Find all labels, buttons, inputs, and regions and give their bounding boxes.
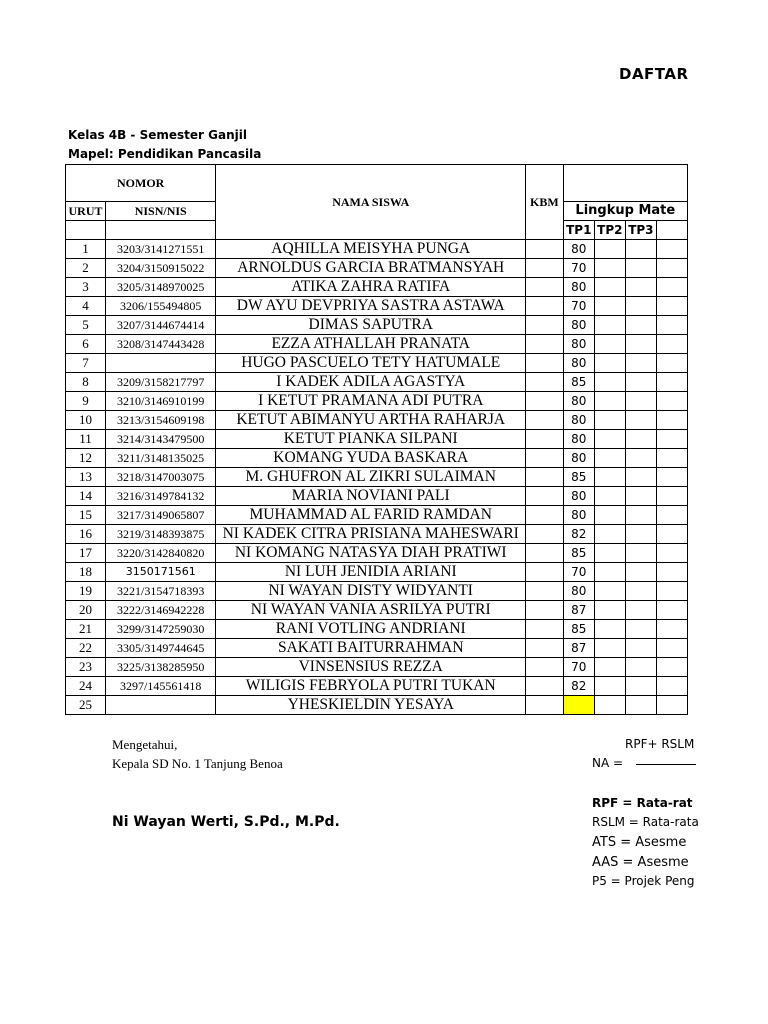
kbm-cell[interactable] (526, 601, 563, 620)
header-blank-cell (106, 221, 216, 240)
nisn-cell[interactable]: 3207/3144674414 (106, 316, 216, 335)
nama-siswa-cell[interactable]: M. GHUFRON AL ZIKRI SULAIMAN (216, 468, 526, 487)
tp4-cell[interactable] (657, 259, 688, 278)
table-row (66, 354, 688, 373)
tp2-cell[interactable] (595, 601, 626, 620)
kbm-cell[interactable] (526, 335, 563, 354)
header-tp4 (657, 221, 688, 240)
header-tp3: TP3 (625, 221, 656, 240)
table-row (66, 259, 688, 278)
table-row (66, 468, 688, 487)
tp1-cell[interactable]: 80 (563, 430, 594, 449)
tp4-cell[interactable] (657, 411, 688, 430)
kbm-cell[interactable] (526, 506, 563, 525)
kbm-cell[interactable] (526, 563, 563, 582)
tp1-cell[interactable]: 82 (563, 525, 594, 544)
nama-siswa-cell[interactable]: KETUT PIANKA SILPANI (216, 430, 526, 449)
nama-siswa-cell[interactable]: KOMANG YUDA BASKARA (216, 449, 526, 468)
tp2-cell[interactable] (595, 620, 626, 639)
kbm-cell[interactable] (526, 392, 563, 411)
tp2-cell[interactable] (595, 487, 626, 506)
legend-p5: P5 = Projek Peng (592, 874, 695, 888)
tp1-cell[interactable]: 80 (563, 411, 594, 430)
subject-label: Mapel: Pendidikan Pancasila (68, 147, 262, 161)
nama-siswa-cell[interactable]: EZZA ATHALLAH PRANATA (216, 335, 526, 354)
nisn-cell[interactable]: 3220/3142840820 (106, 544, 216, 563)
tp4-cell[interactable] (657, 373, 688, 392)
tp4-cell[interactable] (657, 487, 688, 506)
tp1-cell[interactable]: 80 (563, 354, 594, 373)
kbm-cell[interactable] (526, 487, 563, 506)
nisn-cell[interactable]: 3208/3147443428 (106, 335, 216, 354)
tp1-cell[interactable]: 80 (563, 392, 594, 411)
nama-siswa-cell[interactable]: I KETUT PRAMANA ADI PUTRA (216, 392, 526, 411)
tp4-cell[interactable] (657, 468, 688, 487)
header-tp2: TP2 (595, 221, 626, 240)
kbm-cell[interactable] (526, 639, 563, 658)
tp3-cell[interactable] (625, 468, 656, 487)
kbm-cell[interactable] (526, 278, 563, 297)
table-row (66, 297, 688, 316)
nama-siswa-cell[interactable]: SAKATI BAITURRAHMAN (216, 639, 526, 658)
legend-rpf: RPF = Rata-rat (592, 796, 693, 810)
urut-cell[interactable]: 6 (66, 335, 106, 354)
kbm-cell[interactable] (526, 430, 563, 449)
tp2-cell[interactable] (595, 563, 626, 582)
tp2-cell[interactable] (595, 449, 626, 468)
tp4-cell[interactable] (657, 582, 688, 601)
class-semester-label: Kelas 4B - Semester Ganjil (68, 128, 247, 142)
urut-cell[interactable]: 16 (66, 525, 106, 544)
tp1-cell[interactable]: 80 (563, 506, 594, 525)
table-row (66, 316, 688, 335)
kbm-cell[interactable] (526, 316, 563, 335)
nisn-cell[interactable]: 3225/3138285950 (106, 658, 216, 677)
header-nomor: NOMOR (66, 165, 216, 202)
table-row (66, 563, 688, 582)
nisn-cell[interactable]: 3150171561 (106, 563, 216, 582)
tp3-cell[interactable] (625, 506, 656, 525)
tp1-cell[interactable]: 70 (563, 563, 594, 582)
tp3-cell[interactable] (625, 354, 656, 373)
kbm-cell[interactable] (526, 297, 563, 316)
table-row (66, 240, 688, 259)
tp2-cell[interactable] (595, 335, 626, 354)
kbm-cell[interactable] (526, 582, 563, 601)
tp4-cell[interactable] (657, 620, 688, 639)
tp4-cell[interactable] (657, 335, 688, 354)
legend-rslm: RSLM = Rata-rata (592, 815, 699, 829)
urut-cell[interactable]: 4 (66, 297, 106, 316)
tp1-cell[interactable]: 80 (563, 487, 594, 506)
urut-cell[interactable]: 1 (66, 240, 106, 259)
document-title: DAFTAR (619, 65, 689, 83)
urut-cell[interactable]: 3 (66, 278, 106, 297)
kbm-cell[interactable] (526, 544, 563, 563)
nama-siswa-cell[interactable]: WILIGIS FEBRYOLA PUTRI TUKAN (216, 677, 526, 696)
kepala-sekolah-name: Ni Wayan Werti, S.Pd., M.Pd. (112, 814, 340, 830)
tp2-cell[interactable] (595, 259, 626, 278)
header-tp1: TP1 (563, 221, 594, 240)
table-row (66, 430, 688, 449)
urut-cell[interactable]: 23 (66, 658, 106, 677)
urut-cell[interactable]: 7 (66, 354, 106, 373)
table-row (66, 278, 688, 297)
tp3-cell[interactable] (625, 658, 656, 677)
nama-siswa-cell[interactable]: NI WAYAN VANIA ASRILYA PUTRI (216, 601, 526, 620)
tp3-cell[interactable] (625, 582, 656, 601)
tp1-cell[interactable]: 80 (563, 582, 594, 601)
table-row (66, 620, 688, 639)
urut-cell[interactable]: 10 (66, 411, 106, 430)
na-fraction-line (636, 764, 696, 765)
tp4-cell[interactable] (657, 601, 688, 620)
tp4-cell[interactable] (657, 297, 688, 316)
tp4-cell[interactable] (657, 316, 688, 335)
header-blank-cell (66, 221, 106, 240)
header-row-1 (66, 165, 688, 202)
tp2-cell[interactable] (595, 278, 626, 297)
nisn-cell[interactable]: 3299/3147259030 (106, 620, 216, 639)
tp3-cell[interactable] (625, 639, 656, 658)
tp1-cell[interactable]: 85 (563, 620, 594, 639)
tp3-cell[interactable] (625, 430, 656, 449)
student-grade-table (65, 164, 688, 715)
nisn-cell[interactable] (106, 354, 216, 373)
nisn-cell[interactable]: 3213/3154609198 (106, 411, 216, 430)
tp1-cell[interactable]: 80 (563, 316, 594, 335)
tp4-cell[interactable] (657, 392, 688, 411)
nisn-cell[interactable]: 3297/145561418 (106, 677, 216, 696)
tp4-cell[interactable] (657, 658, 688, 677)
tp1-cell[interactable]: 70 (563, 259, 594, 278)
kbm-cell[interactable] (526, 620, 563, 639)
nisn-cell[interactable]: 3211/3148135025 (106, 449, 216, 468)
tp4-cell[interactable] (657, 449, 688, 468)
nama-siswa-cell[interactable]: MUHAMMAD AL FARID RAMDAN (216, 506, 526, 525)
header-lingkup-materi: Lingkup Mate (563, 202, 687, 221)
nama-siswa-cell[interactable]: NI LUH JENIDIA ARIANI (216, 563, 526, 582)
tp3-cell[interactable] (625, 601, 656, 620)
kbm-cell[interactable] (526, 468, 563, 487)
urut-cell[interactable]: 20 (66, 601, 106, 620)
nama-siswa-cell[interactable]: VINSENSIUS REZZA (216, 658, 526, 677)
nama-siswa-cell[interactable]: DW AYU DEVPRIYA SASTRA ASTAWA (216, 297, 526, 316)
header-urut: URUT (66, 202, 106, 221)
nisn-cell[interactable]: 3218/3147003075 (106, 468, 216, 487)
header-nama-siswa: NAMA SISWA (216, 165, 526, 240)
nisn-cell[interactable]: 3210/3146910199 (106, 392, 216, 411)
tp3-cell[interactable] (625, 335, 656, 354)
nisn-cell[interactable]: 3216/3149784132 (106, 487, 216, 506)
nama-siswa-cell[interactable]: ATIKA ZAHRA RATIFA (216, 278, 526, 297)
nisn-cell[interactable]: 3204/3150915022 (106, 259, 216, 278)
tp4-cell[interactable] (657, 677, 688, 696)
nama-siswa-cell[interactable]: NI WAYAN DISTY WIDYANTI (216, 582, 526, 601)
table-row (66, 658, 688, 677)
tp4-cell[interactable] (657, 544, 688, 563)
tp2-cell[interactable] (595, 430, 626, 449)
tp3-cell[interactable] (625, 449, 656, 468)
urut-cell[interactable]: 21 (66, 620, 106, 639)
nisn-cell[interactable]: 3222/3146942228 (106, 601, 216, 620)
nisn-cell[interactable]: 3305/3149744645 (106, 639, 216, 658)
table-row (66, 373, 688, 392)
urut-cell[interactable]: 9 (66, 392, 106, 411)
tp2-cell[interactable] (595, 240, 626, 259)
tp2-cell[interactable] (595, 696, 626, 715)
tp3-cell[interactable] (625, 373, 656, 392)
tp3-cell[interactable] (625, 392, 656, 411)
nisn-cell[interactable]: 3221/3154718393 (106, 582, 216, 601)
tp3-cell[interactable] (625, 620, 656, 639)
table-row (66, 582, 688, 601)
tp1-cell[interactable]: 85 (563, 468, 594, 487)
urut-cell[interactable]: 14 (66, 487, 106, 506)
tp2-cell[interactable] (595, 354, 626, 373)
na-label: NA = (592, 756, 624, 770)
tp2-cell[interactable] (595, 411, 626, 430)
nama-siswa-cell[interactable]: NI KADEK CITRA PRISIANA MAHESWARI (216, 525, 526, 544)
kbm-cell[interactable] (526, 525, 563, 544)
tp2-cell[interactable] (595, 639, 626, 658)
tp4-cell[interactable] (657, 430, 688, 449)
tp3-cell[interactable] (625, 240, 656, 259)
urut-cell[interactable]: 24 (66, 677, 106, 696)
tp1-cell[interactable]: 80 (563, 278, 594, 297)
tp1-cell[interactable]: 80 (563, 335, 594, 354)
tp1-cell[interactable]: 85 (563, 544, 594, 563)
tp3-cell[interactable] (625, 544, 656, 563)
nama-siswa-cell[interactable]: HUGO PASCUELO TETY HATUMALE (216, 354, 526, 373)
kbm-cell[interactable] (526, 411, 563, 430)
kbm-cell[interactable] (526, 696, 563, 715)
legend-ats: ATS = Asesme (592, 835, 687, 850)
tp3-cell[interactable] (625, 487, 656, 506)
urut-cell[interactable]: 12 (66, 449, 106, 468)
urut-cell[interactable]: 8 (66, 373, 106, 392)
kbm-cell[interactable] (526, 658, 563, 677)
legend-aas: AAS = Asesme (592, 855, 689, 870)
tp1-cell[interactable]: 87 (563, 639, 594, 658)
table-row (66, 411, 688, 430)
urut-cell[interactable]: 5 (66, 316, 106, 335)
nama-siswa-cell[interactable]: ARNOLDUS GARCIA BRATMANSYAH (216, 259, 526, 278)
table-row (66, 392, 688, 411)
header-nisn: NISN/NIS (106, 202, 216, 221)
tp2-cell[interactable] (595, 506, 626, 525)
tp2-cell[interactable] (595, 373, 626, 392)
urut-cell[interactable]: 22 (66, 639, 106, 658)
table-row (66, 487, 688, 506)
urut-cell[interactable]: 15 (66, 506, 106, 525)
tp2-cell[interactable] (595, 658, 626, 677)
urut-cell[interactable]: 13 (66, 468, 106, 487)
nisn-cell[interactable]: 3214/3143479500 (106, 430, 216, 449)
tp1-cell[interactable]: 80 (563, 240, 594, 259)
urut-cell[interactable]: 2 (66, 259, 106, 278)
header-kbm: KBM (526, 165, 563, 240)
tp2-cell[interactable] (595, 544, 626, 563)
tp4-cell[interactable] (657, 639, 688, 658)
tp4-cell[interactable] (657, 240, 688, 259)
table-row (66, 601, 688, 620)
na-formula-numerator: RPF+ RSLM (625, 737, 695, 751)
tp4-cell[interactable] (657, 506, 688, 525)
tp1-cell[interactable]: 87 (563, 601, 594, 620)
tp4-cell[interactable] (657, 354, 688, 373)
tp1-cell[interactable]: 80 (563, 449, 594, 468)
kbm-cell[interactable] (526, 259, 563, 278)
tp2-cell[interactable] (595, 677, 626, 696)
kbm-cell[interactable] (526, 677, 563, 696)
table-row (66, 525, 688, 544)
tp2-cell[interactable] (595, 525, 626, 544)
nama-siswa-cell[interactable]: I KADEK ADILA AGASTYA (216, 373, 526, 392)
nama-siswa-cell[interactable]: AQHILLA MEISYHA PUNGA (216, 240, 526, 259)
nama-siswa-cell[interactable]: KETUT ABIMANYU ARTHA RAHARJA (216, 411, 526, 430)
mengetahui-label: Mengetahui, (112, 737, 178, 752)
tp2-cell[interactable] (595, 582, 626, 601)
tp2-cell[interactable] (595, 297, 626, 316)
nama-siswa-cell[interactable]: MARIA NOVIANI PALI (216, 487, 526, 506)
nisn-cell[interactable]: 3209/3158217797 (106, 373, 216, 392)
table-row (66, 449, 688, 468)
tp3-cell[interactable] (625, 411, 656, 430)
tp3-cell[interactable] (625, 259, 656, 278)
tp1-cell[interactable] (563, 696, 594, 715)
tp2-cell[interactable] (595, 316, 626, 335)
header-blank (563, 165, 687, 202)
tp3-cell[interactable] (625, 677, 656, 696)
tp2-cell[interactable] (595, 392, 626, 411)
kepala-sekolah-label: Kepala SD No. 1 Tanjung Benoa (112, 756, 283, 771)
table-row (66, 506, 688, 525)
tp4-cell[interactable] (657, 696, 688, 715)
nama-siswa-cell[interactable]: NI KOMANG NATASYA DIAH PRATIWI (216, 544, 526, 563)
tp3-cell[interactable] (625, 297, 656, 316)
tp4-cell[interactable] (657, 525, 688, 544)
nama-siswa-cell[interactable]: DIMAS SAPUTRA (216, 316, 526, 335)
tp3-cell[interactable] (625, 563, 656, 582)
table-row (66, 639, 688, 658)
nisn-cell[interactable]: 3217/3149065807 (106, 506, 216, 525)
tp1-cell[interactable]: 85 (563, 373, 594, 392)
nama-siswa-cell[interactable]: YHESKIELDIN YESAYA (216, 696, 526, 715)
urut-cell[interactable]: 17 (66, 544, 106, 563)
nisn-cell[interactable] (106, 696, 216, 715)
tp4-cell[interactable] (657, 563, 688, 582)
tp3-cell[interactable] (625, 316, 656, 335)
nisn-cell[interactable]: 3206/155494805 (106, 297, 216, 316)
tp1-cell[interactable]: 70 (563, 658, 594, 677)
nisn-cell[interactable]: 3205/3148970025 (106, 278, 216, 297)
tp3-cell[interactable] (625, 696, 656, 715)
nisn-cell[interactable]: 3219/3148393875 (106, 525, 216, 544)
nama-siswa-cell[interactable]: RANI VOTLING ANDRIANI (216, 620, 526, 639)
tp4-cell[interactable] (657, 278, 688, 297)
urut-cell[interactable]: 11 (66, 430, 106, 449)
tp2-cell[interactable] (595, 468, 626, 487)
tp3-cell[interactable] (625, 525, 656, 544)
kbm-cell[interactable] (526, 240, 563, 259)
table-row (66, 696, 688, 715)
tp1-cell[interactable]: 70 (563, 297, 594, 316)
kbm-cell[interactable] (526, 354, 563, 373)
table-row (66, 677, 688, 696)
nisn-cell[interactable]: 3203/3141271551 (106, 240, 216, 259)
tp1-cell[interactable]: 82 (563, 677, 594, 696)
table-row (66, 335, 688, 354)
kbm-cell[interactable] (526, 373, 563, 392)
urut-cell[interactable]: 18 (66, 563, 106, 582)
kbm-cell[interactable] (526, 449, 563, 468)
urut-cell[interactable]: 25 (66, 696, 106, 715)
urut-cell[interactable]: 19 (66, 582, 106, 601)
tp3-cell[interactable] (625, 278, 656, 297)
table-row (66, 544, 688, 563)
